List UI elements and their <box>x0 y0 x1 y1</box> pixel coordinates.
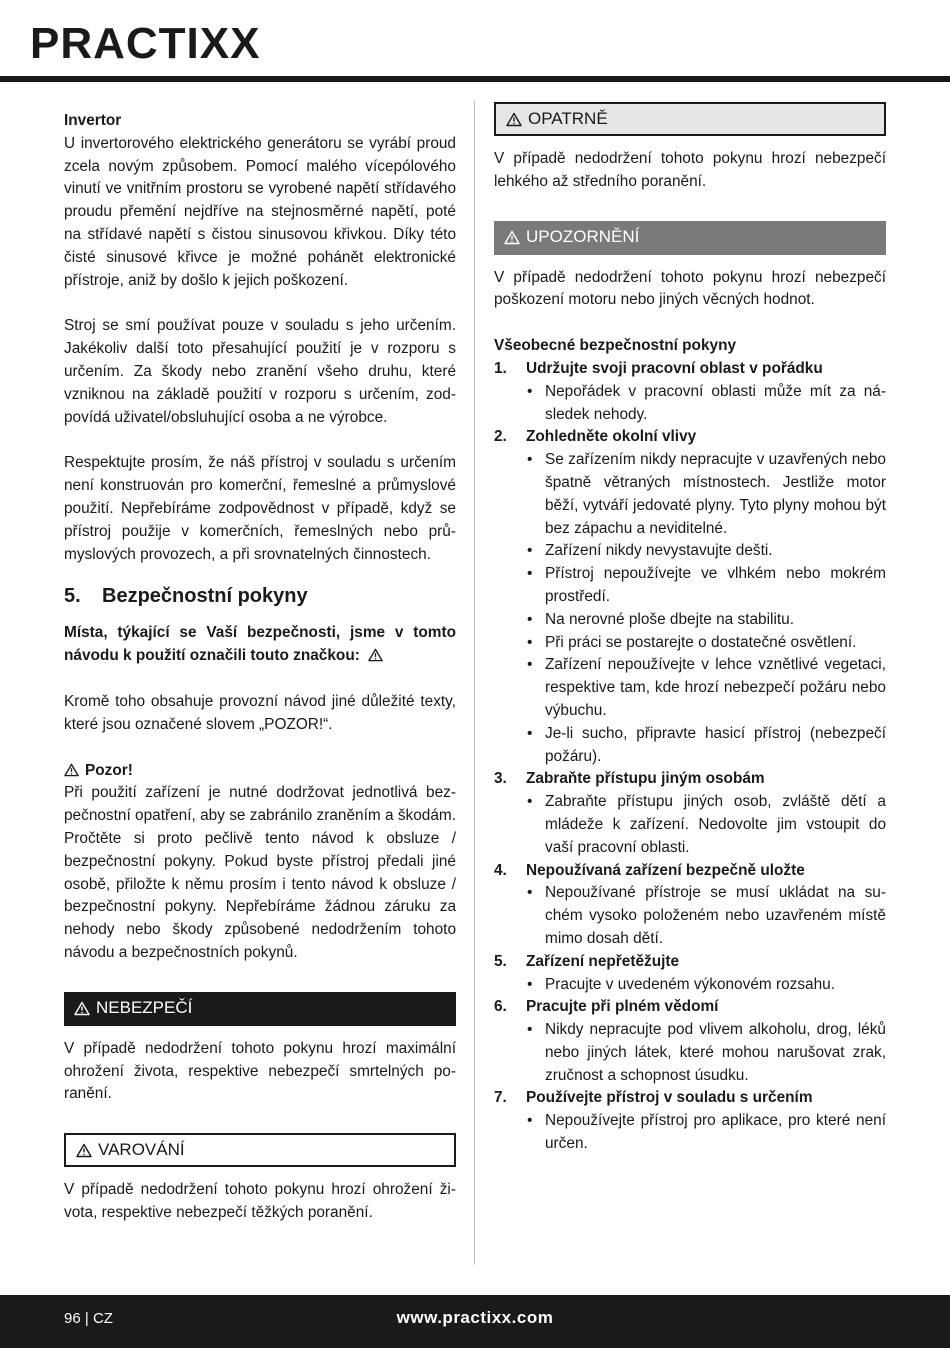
safety-item <box>494 426 886 768</box>
caution-paragraph: V případě nedodržení tohoto pokynu hrozí nebezpečí lehkého až středního poranění. <box>494 150 886 190</box>
caution-signal-box <box>494 102 886 136</box>
item-number: 5. <box>494 952 507 970</box>
item-title: Zařízení nepřetěžujte <box>526 952 680 970</box>
list-item: • Nepoužívané přístroje se musí ukládat na suchém vysoko položeném nebo uzavřeném místě mimo dosah dětí. <box>526 882 886 950</box>
column-divider <box>474 100 475 1265</box>
pozor-paragraph: Při použití zařízení je nutné dodržovat jednotlivá bezpečnostní opatření, aby se zabránilo zraněním a škodám. Pročtěte si proto pečlivě tento návod k obsluze / bezpečnostní pokyny. Pokud byste přístroj předali jiné osobě, přiložte k němu prosím i tento návod k obsluze / bezpečnostní pokyny. Nepřebíráme žádnou záruku za nehody nebo škody způsobené nedodržením tohoto návodu a bezpečnostních pokynů. <box>64 784 456 961</box>
notice-signal-box <box>494 221 886 255</box>
pozor-title: Pozor! <box>85 761 133 779</box>
item-number: 2. <box>494 428 507 446</box>
left-column <box>64 110 456 1225</box>
page-number-value: 96 <box>64 1310 81 1327</box>
places-paragraph <box>64 622 456 668</box>
safety-item <box>494 951 886 997</box>
safety-item <box>494 358 886 426</box>
page-separator: | <box>84 1310 89 1327</box>
page-language: CZ <box>92 1310 113 1327</box>
danger-paragraph: V případě nedodržení tohoto pokynu hrozí maximální ohrožení života, respektive nebezpečí smrtelných poranění. <box>64 1039 456 1103</box>
item-title: Zohledněte okolní vlivy <box>526 428 697 446</box>
header-rule <box>0 76 950 82</box>
section-number: 5. <box>64 585 81 608</box>
list-item: • Se zařízením nikdy nepracujte v uzavřených nebo špatně větraných místnostech. Jestliže motor běží, vytváří jedovaté plyny. Tyto plyny mohou být bez zápachu a neviditelné. <box>526 449 886 540</box>
item-title: Udržujte svoji pracovní oblast v pořádku <box>526 359 823 377</box>
invertor-title: Invertor <box>64 112 122 129</box>
list-item: • Je-li sucho, připravte hasicí přístroj (nebezpečí požáru). <box>526 723 886 769</box>
list-item: • Zabraňte přístupu jiných osob, zvláště dětí a mládeže k zařízení. Nedovolte jim vstoupit do vaší pracovní oblasti. <box>526 791 886 859</box>
usage-paragraph: Stroj se smí používat pouze v souladu s jeho určením. Jakékoliv další toto přesahující použití je v rozporu s určením. Za škody nebo zranění všeho druhu, které vzniknou na základě použití v rozporu s určením, zodpovídá uživatel/obsluhující osoba a ne výrobce. <box>64 317 456 426</box>
warning-signal-box <box>64 1133 456 1167</box>
list-item: • Pracujte v uvedeném výkonovém rozsahu. <box>526 974 886 997</box>
safety-item <box>494 768 886 859</box>
list-item: • Nikdy nepracujte pod vlivem alkoholu, drog, léků nebo jiných látek, které mohou narušovat zrak, zručnost a schopnost úsudku. <box>526 1019 886 1087</box>
general-safety-title: Všeobecné bezpečnostní pokyny <box>494 337 737 355</box>
item-title: Používejte přístroj v souladu s určením <box>526 1089 813 1107</box>
website-link[interactable]: www.practixx.com <box>396 1308 554 1327</box>
safety-item <box>494 996 886 1087</box>
item-title: Pracujte při plném vědomí <box>526 998 719 1016</box>
item-title: Nepoužívaná zařízení bezpečně uložte <box>526 861 805 879</box>
item-number: 1. <box>494 359 507 377</box>
commercial-paragraph: Respektujte prosím, že náš přístroj v souladu s určením není konstruován pro komerční, řemeslné a průmyslové použití. Nepřebíráme zodpovědnost v případě, když se přístroj použije v komerčních, řemeslných nebo průmyslových provozech, a při srovnatelných činnostech. <box>64 454 456 563</box>
warning-triangle-icon <box>506 112 522 127</box>
warning-paragraph: V případě nedodržení tohoto pokynu hrozí ohrožení života, respektive nebezpečí těžkých poranění. <box>64 1181 456 1221</box>
section-heading <box>64 582 456 610</box>
list-item: • Nepoužívejte přístroj pro aplikace, pro které není určen. <box>526 1110 886 1156</box>
danger-signal-box <box>64 992 456 1026</box>
practixx-logo <box>30 14 330 74</box>
list-item: • Zařízení nepoužívejte v lehce vznětlivé vegetaci, respektive tam, kde hrozí nebezpečí požáru nebo výbuchu. <box>526 654 886 722</box>
item-number: 6. <box>494 998 507 1016</box>
page-footer <box>0 1295 950 1348</box>
list-item: • Zařízení nikdy nevystavujte dešti. <box>526 540 886 563</box>
warning-label: VAROVÁNÍ <box>98 1139 185 1159</box>
danger-label: NEBEZPEČÍ <box>96 998 193 1018</box>
safety-list <box>494 358 886 1156</box>
warning-triangle-icon <box>504 230 520 245</box>
section-title: Bezpečnostní pokyny <box>102 585 308 608</box>
item-number: 4. <box>494 861 507 879</box>
warning-triangle-icon <box>74 1001 90 1016</box>
list-item: • Přístroj nepoužívejte ve vlhkém nebo mokrém prostředí. <box>526 563 886 609</box>
item-title: Zabraňte přístupu jiným osobám <box>526 770 765 788</box>
logo-text: PRACTIXX <box>30 19 261 68</box>
safety-item <box>494 1087 886 1155</box>
list-item: • Při práci se postarejte o dostatečné osvětlení. <box>526 632 886 655</box>
pozor-heading <box>64 760 456 783</box>
other-paragraph: Kromě toho obsahuje provozní návod jiné důležité texty, které jsou označené slovem „POZOR!“. <box>64 692 456 733</box>
right-column <box>494 102 886 1156</box>
invertor-paragraph: U invertorového elektrického generátoru se vyrábí proud zcela novým způsobem. Pomocí malého vícepólového vinutí ve vnitřním prostoru se vyrobené napětí střídavého proudu přemění nejdříve na stejnosměrné napětí, poté na střídavé napětí s čistou sinusovou křivkou. Díky této čisté sinusové křivce je možné pohánět elektronické přístroje, aniž by došlo k jejich poškození. <box>64 134 456 289</box>
list-item: • Nepořádek v pracovní oblasti může mít za následek nehody. <box>526 381 886 427</box>
page-header <box>0 0 950 84</box>
warning-triangle-icon <box>64 763 79 777</box>
item-number: 7. <box>494 1089 507 1107</box>
caution-label: OPATRNĚ <box>528 108 608 128</box>
places-text: Místa, týkající se Vaší bezpečnosti, jsme v tomto návodu k použití označili touto značkou: <box>64 624 456 665</box>
safety-item <box>494 860 886 951</box>
warning-triangle-icon <box>76 1143 92 1158</box>
notice-paragraph: V případě nedodržení tohoto pokynu hrozí nebezpečí poškození motoru nebo jiných věcných hodnot. <box>494 268 886 309</box>
list-item: • Na nerovné ploše dbejte na stabilitu. <box>526 609 886 632</box>
notice-label: UPOZORNĚNÍ <box>526 227 640 247</box>
item-number: 3. <box>494 770 507 788</box>
warning-triangle-icon <box>368 648 383 662</box>
